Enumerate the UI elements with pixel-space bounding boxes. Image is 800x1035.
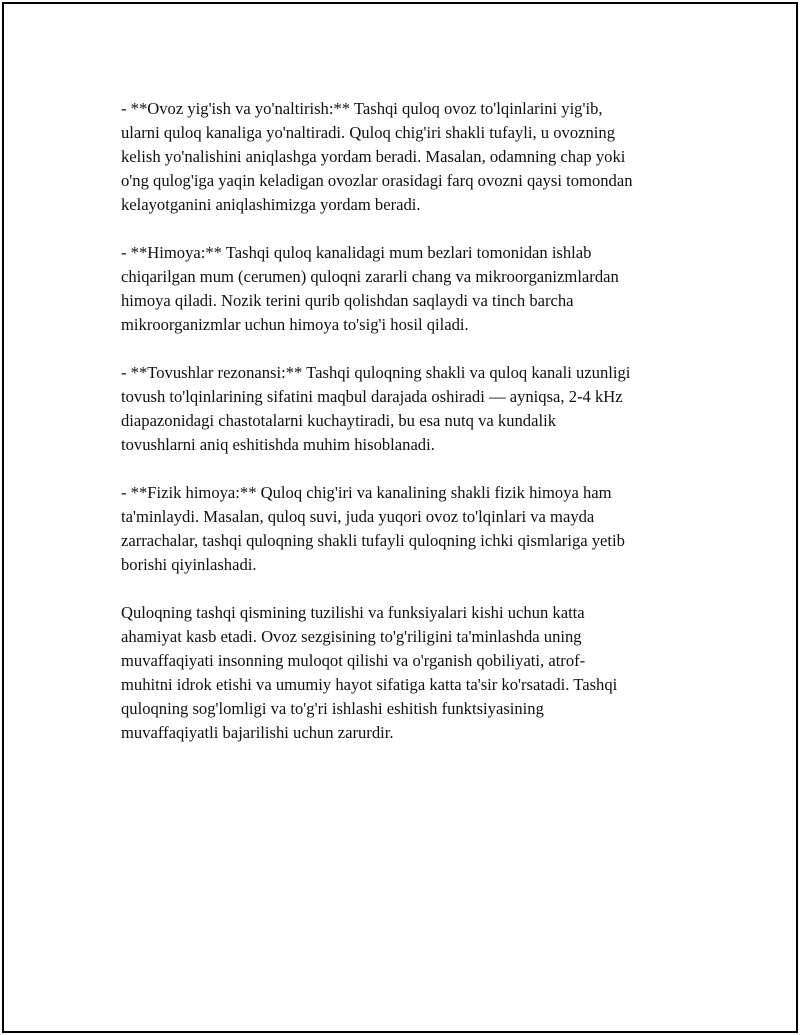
paragraph-physical-protection: - **Fizik himoya:** Quloq chig'iri va kanalining shakli fizik himoya ham ta'minlaydi. Masalan, quloq suvi, juda yuqori ovoz to'lqinlari va mayda zarrachalar, tashqi quloqning shakli tufayli quloqning ichki qismlariga yetib borishi qiyinlashadi.	[121, 483, 625, 574]
page-frame	[2, 2, 798, 1033]
paragraph-protection: - **Himoya:** Tashqi quloq kanalidagi mum bezlari tomonidan ishlab chiqarilgan mum (cerumen) quloqni zararli chang va mikroorganizmlardan himoya qiladi. Nozik terini qurib qolishdan saqlaydi va tinch barcha mikroorganizmlar uchun himoya to'sig'i hosil qiladi.	[121, 243, 619, 334]
paragraph-conclusion: Quloqning tashqi qismining tuzilishi va funksiyalari kishi uchun katta ahamiyat kasb etadi. Ovoz sezgisining to'g'riligini ta'minlashda uning muvaffaqiyati insonning muloqot qilishi va o'rganish qobiliyati, atrof- muhitni idrok etishi va umumiy hayot sifatiga katta ta'sir ko'rsatadi. Tashqi quloqning sog'lomligi va to'g'ri ishlashi eshitish funktsiyasining muvaffaqiyatli bajarilishi uchun zarurdir.	[121, 603, 618, 742]
paragraph-sound-collection: - **Ovoz yig'ish va yo'naltirish:** Tashqi quloq ovoz to'lqinlarini yig'ib, ularni quloq kanaliga yo'naltiradi. Quloq chig'iri shakli tufayli, u ovozning kelish yo'nalishini aniqlashga yordam beradi. Masalan, odamning chap yoki o'ng qulog'iga yaqin keladigan ovozlar orasidagi farq ovozni qaysi tomondan kelayotganini aniqlashimizga yordam beradi.	[121, 99, 633, 214]
paragraph-resonance: - **Tovushlar rezonansi:** Tashqi quloqning shakli va quloq kanali uzunligi tovush to'lqinlarining sifatini maqbul darajada oshiradi — ayniqsa, 2-4 kHz diapazonidagi chastotalarni kuchaytiradi, bu esa nutq va kundalik tovushlarni aniq eshitishda muhim hisoblanadi.	[121, 363, 631, 454]
document-body	[121, 97, 701, 769]
